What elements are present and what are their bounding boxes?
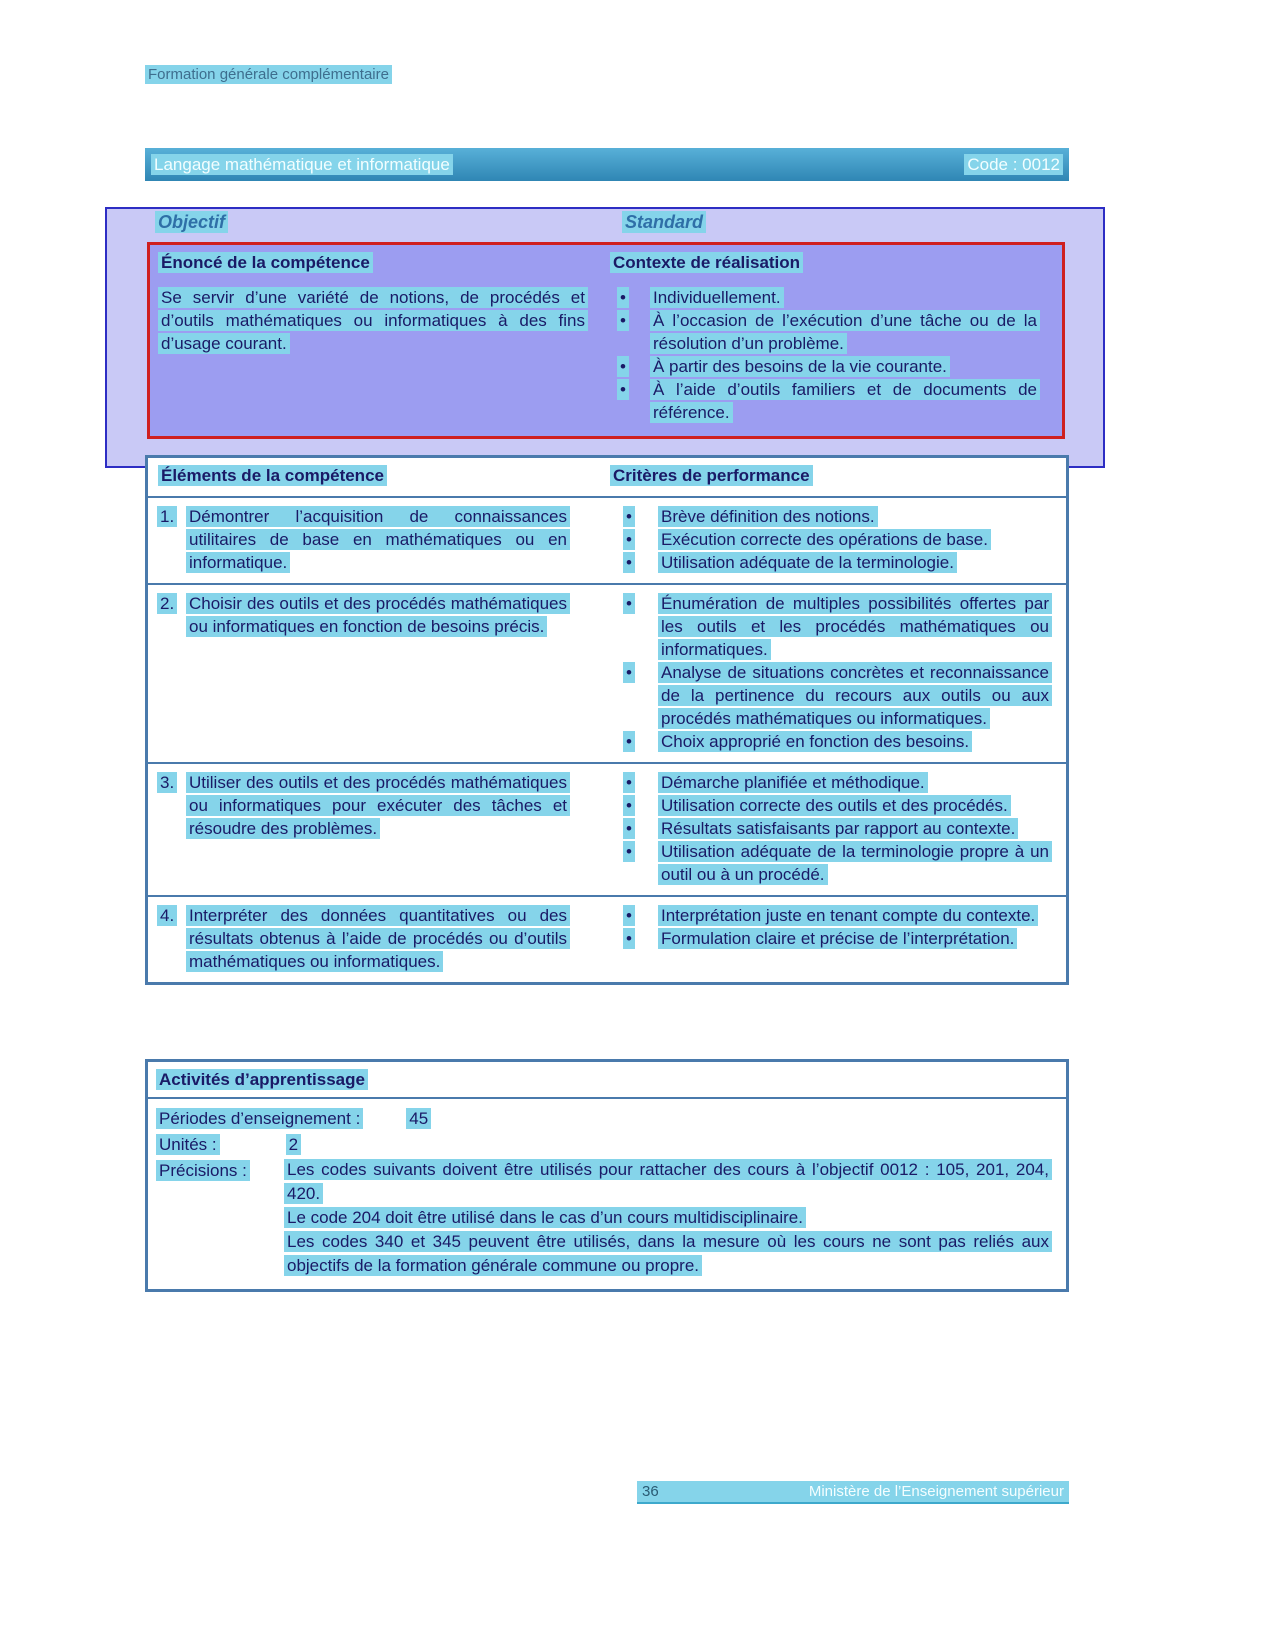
bullet-glyph: •: [623, 928, 635, 949]
criteres-cell: [610, 771, 1066, 886]
precisions-item-text: Les codes suivants doivent être utilisés pour rattacher des cours à l’objectif 0012 : 105, 201, 204, 420.: [284, 1159, 1052, 1204]
contexte-bullet-list: [610, 286, 1054, 424]
bullet-text: [658, 794, 1066, 817]
bullet-text: [650, 355, 1054, 378]
criteres-cell: [610, 592, 1066, 753]
unites-label: [156, 1132, 220, 1158]
bullet-text-content: À l’occasion de l’exécution d’une tâche ou de la résolution d’un problème.: [650, 310, 1040, 354]
bullet-glyph: •: [623, 506, 635, 527]
unites-value-text: 2: [286, 1134, 301, 1155]
element-number: [148, 771, 186, 794]
unites-label-text: Unités :: [156, 1134, 220, 1155]
enonce-heading-row: [158, 253, 588, 273]
unites-value: [286, 1132, 301, 1158]
section-eyebrow: [145, 66, 392, 83]
precisions-item: [284, 1230, 1058, 1278]
bullet-text: [650, 309, 1054, 355]
bullet-text: [658, 551, 1066, 574]
element-cell: [148, 505, 610, 574]
unites-row: [156, 1132, 1058, 1158]
bullet-icon: [610, 378, 650, 424]
periodes-label: [156, 1106, 363, 1132]
bullet-icon: [610, 355, 650, 378]
bullet-text-content: Utilisation correcte des outils et des procédés.: [658, 795, 1011, 816]
bullet-text-content: Utilisation adéquate de la terminologie.: [658, 552, 957, 573]
bullet-text-content: Formulation claire et précise de l’interprétation.: [658, 928, 1017, 949]
element-text: [186, 904, 586, 973]
document-code: [964, 155, 1063, 175]
bullet-icon: [610, 794, 658, 817]
competence-statement-box: [147, 242, 1065, 439]
activites-body: [148, 1099, 1066, 1289]
element-text: [186, 592, 586, 638]
bullet-icon: [610, 661, 658, 730]
table-row: [148, 585, 1066, 764]
objectif-heading: Objectif: [155, 211, 228, 233]
document-code-text: Code : 0012: [964, 154, 1063, 175]
bullet-icon: [610, 286, 650, 309]
list-item: [610, 551, 1066, 574]
bullet-text-content: Exécution correcte des opérations de base.: [658, 529, 991, 550]
element-text-content: Utiliser des outils et des procédés mathématiques ou informatiques pour exécuter des tâches et résoudre des problèmes.: [186, 772, 570, 839]
precisions-label: [156, 1158, 284, 1184]
list-item: [610, 817, 1066, 840]
criteres-bullet-list: [610, 771, 1066, 886]
element-cell: [148, 592, 610, 753]
bullet-glyph: •: [623, 662, 635, 683]
bullet-text-content: Résultats satisfaisants par rapport au contexte.: [658, 818, 1018, 839]
bullet-icon: [610, 309, 650, 355]
table-row: [148, 897, 1066, 982]
activites-heading: Activités d’apprentissage: [156, 1069, 368, 1090]
bullet-text-content: À l’aide d’outils familiers et de documents de référence.: [650, 379, 1040, 423]
bullet-glyph: •: [623, 818, 635, 839]
list-item: [610, 730, 1066, 753]
criteres-cell: [610, 505, 1066, 574]
bullet-glyph: •: [617, 379, 629, 400]
bullet-text: [658, 528, 1066, 551]
enonce-paragraph: [158, 286, 588, 355]
list-item: [610, 528, 1066, 551]
bullet-icon: [610, 551, 658, 574]
criteres-cell: [610, 904, 1066, 973]
table-header-row: [148, 458, 1066, 498]
bullet-text-content: À partir des besoins de la vie courante.: [650, 356, 950, 377]
precisions-item: [284, 1206, 1058, 1230]
list-item: [610, 927, 1066, 950]
element-text: [186, 771, 586, 840]
list-item: [610, 661, 1066, 730]
precisions-row: [156, 1158, 1058, 1278]
precisions-text-block: [284, 1158, 1058, 1278]
competence-table: [145, 455, 1069, 985]
bullet-glyph: •: [623, 731, 635, 752]
objectif-heading-cell: [155, 212, 622, 233]
bullet-glyph: •: [623, 552, 635, 573]
element-number-text: 4.: [157, 905, 177, 926]
col-criteres-header: [610, 466, 1066, 486]
bullet-text: [658, 505, 1066, 528]
bullet-text-content: Énumération de multiples possibilités offertes par les outils et les procédés mathématiques ou informatiques.: [658, 593, 1052, 660]
col-elements-header: [148, 466, 610, 486]
bullet-glyph: •: [623, 593, 635, 614]
bullet-glyph: •: [623, 795, 635, 816]
objectif-standard-headings: [155, 212, 1103, 233]
list-item: [610, 286, 1054, 309]
ministry-name: Ministère de l’Enseignement supérieur: [808, 1483, 1064, 1500]
list-item: [610, 309, 1054, 355]
bullet-text-content: Analyse de situations concrètes et reconnaissance de la pertinence du recours aux outils ou aux procédés mathématiques ou informatiques.: [658, 662, 1052, 729]
element-cell: [148, 771, 610, 886]
bullet-text: [658, 904, 1066, 927]
bullet-glyph: •: [617, 356, 629, 377]
bullet-text-content: Brève définition des notions.: [658, 506, 878, 527]
bullet-glyph: •: [617, 310, 629, 331]
element-text-content: Choisir des outils et des procédés mathématiques ou informatiques en fonction de besoins précis.: [186, 593, 570, 637]
col-criteres-header-text: Critères de performance: [610, 465, 813, 486]
criteres-bullet-list: [610, 592, 1066, 753]
activites-box: [145, 1059, 1069, 1292]
element-number: [148, 904, 186, 927]
list-item: [610, 840, 1066, 886]
bullet-text: [658, 771, 1066, 794]
page-number: 36: [642, 1483, 659, 1500]
title-bar: [145, 148, 1069, 181]
enonce-heading: Énoncé de la compétence: [158, 252, 373, 273]
bullet-text: [658, 840, 1066, 886]
criteres-bullet-list: [610, 505, 1066, 574]
precisions-label-text: Précisions :: [156, 1160, 250, 1181]
list-item: [610, 771, 1066, 794]
bullet-text: [650, 286, 1054, 309]
bullet-text-content: Utilisation adéquate de la terminologie propre à un outil ou à un procédé.: [658, 841, 1052, 885]
contexte-heading-row: [610, 253, 1054, 273]
bullet-glyph: •: [623, 905, 635, 926]
element-number-text: 3.: [157, 772, 177, 793]
bullet-text: [658, 817, 1066, 840]
precisions-item-text: Les codes 340 et 345 peuvent être utilisés, dans la mesure où les cours ne sont pas reliés aux objectifs de la formation générale commune ou propre.: [284, 1231, 1052, 1276]
periodes-row: [156, 1106, 1058, 1132]
table-row: [148, 764, 1066, 897]
element-number-text: 2.: [157, 593, 177, 614]
bullet-text: [650, 378, 1054, 424]
element-text-content: Démontrer l’acquisition de connaissances utilitaires de base en mathématiques ou en informatique.: [186, 506, 570, 573]
list-item: [610, 355, 1054, 378]
bullet-icon: [610, 730, 658, 753]
criteres-bullet-list: [610, 904, 1066, 950]
section-eyebrow-label: Formation générale complémentaire: [145, 65, 392, 84]
element-text-content: Interpréter des données quantitatives ou des résultats obtenus à l’aide de procédés ou d’outils mathématiques ou informatiques.: [186, 905, 570, 972]
bullet-icon: [610, 528, 658, 551]
bullet-text: [658, 661, 1066, 730]
standard-heading-cell: [622, 212, 706, 233]
bullet-text-content: Démarche planifiée et méthodique.: [658, 772, 928, 793]
contexte-heading: Contexte de réalisation: [610, 252, 803, 273]
periodes-value-text: 45: [406, 1108, 431, 1129]
bullet-icon: [610, 840, 658, 886]
list-item: [610, 505, 1066, 528]
bullet-glyph: •: [623, 841, 635, 862]
bullet-icon: [610, 817, 658, 840]
bullet-text-content: Individuellement.: [650, 287, 784, 308]
element-text: [186, 505, 586, 574]
element-cell: [148, 904, 610, 973]
bullet-text: [658, 592, 1066, 661]
bullet-icon: [610, 904, 658, 927]
precisions-item: [284, 1158, 1058, 1206]
bullet-icon: [610, 505, 658, 528]
bullet-text-content: Interprétation juste en tenant compte du contexte.: [658, 905, 1038, 926]
col-elements-header-text: Éléments de la compétence: [158, 465, 387, 486]
bullet-text-content: Choix approprié en fonction des besoins.: [658, 731, 972, 752]
bullet-glyph: •: [623, 772, 635, 793]
bullet-icon: [610, 592, 658, 661]
contexte-column: [610, 253, 1054, 424]
activites-heading-row: [148, 1062, 1066, 1099]
bullet-text: [658, 730, 1066, 753]
enonce-column: [158, 253, 610, 424]
list-item: [610, 378, 1054, 424]
objectif-standard-box: [105, 207, 1105, 468]
element-number: [148, 505, 186, 528]
page-footer: [637, 1481, 1069, 1504]
document-title-text: Langage mathématique et informatique: [151, 154, 453, 175]
element-number-text: 1.: [157, 506, 177, 527]
bullet-glyph: •: [623, 529, 635, 550]
document-title: [151, 155, 453, 175]
element-number: [148, 592, 186, 615]
periodes-label-text: Périodes d’enseignement :: [156, 1108, 363, 1129]
standard-heading: Standard: [622, 211, 706, 233]
periodes-value: [406, 1106, 431, 1132]
table-row: [148, 498, 1066, 585]
list-item: [610, 904, 1066, 927]
precisions-item-text: Le code 204 doit être utilisé dans le cas d’un cours multidisciplinaire.: [284, 1207, 806, 1228]
bullet-glyph: •: [617, 287, 629, 308]
list-item: [610, 794, 1066, 817]
enonce-text: Se servir d’une variété de notions, de procédés et d’outils mathématiques ou informatiques à des fins d’usage courant.: [158, 287, 588, 354]
list-item: [610, 592, 1066, 661]
bullet-text: [658, 927, 1066, 950]
bullet-icon: [610, 927, 658, 950]
bullet-icon: [610, 771, 658, 794]
